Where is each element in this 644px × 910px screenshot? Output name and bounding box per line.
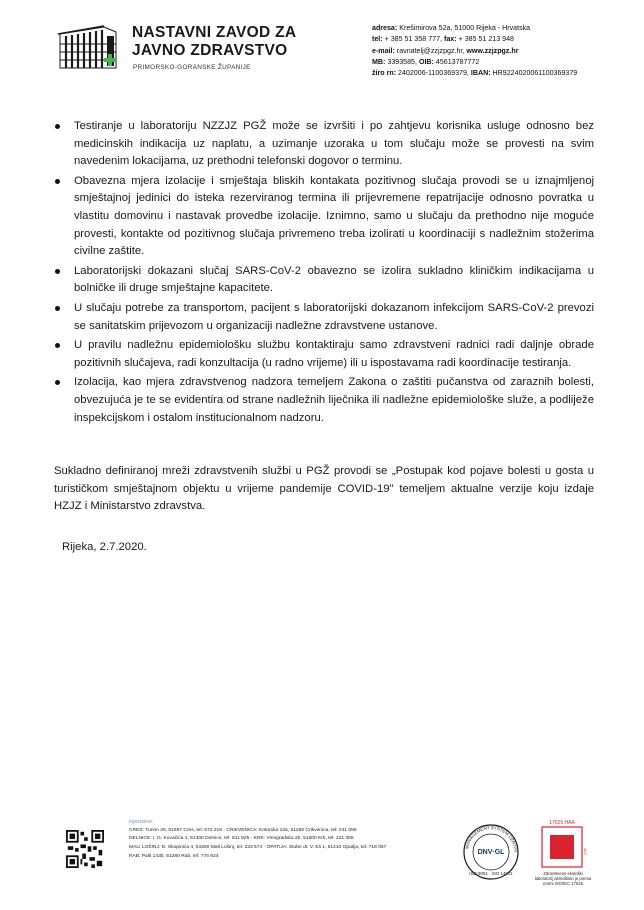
list-item: Obavezna mjera izolacije i smještaja bliskih kontakata pozitivnog slučaja provodi se u iznajmljenoj smještajnoj jedinici do isteka rezerviranog termina ili prijevremene repatrijacije odnosno povratka u vlastitu domovinu i nastavak provedbe izolacije. Iznimno, samo u slučaju da prethodno nije moguće provesti, kontakte od pozitivnog slučaja privremeno treba izolirati u koordinaciji s nadležnim stožerima civilne zaštite. (54, 173, 594, 261)
branch-line: MALI LOŠINJ: D. Skopinića 4, 51550 Mali Lošinj, tel: 233 574 · OPATIJA: Stube dr. V. Eli 1, 51410 Opatija, tel: 718 067 (129, 845, 387, 851)
svg-text:1127: 1127 (583, 848, 587, 856)
website-link[interactable]: www.zzjzpgz.hr (466, 46, 519, 55)
organization-name-line2: JAVNO ZDRAVSTVO (132, 42, 288, 59)
list-item: U pravilu nadležnu epidemiološku službu kontaktiraju samo zdravstveni radnici radi daljnje obrade pozitivnih slučajeva, radi konzultacija (u radno vrijeme) ili u ispostavama radi koordinacije testiranja. (54, 337, 594, 372)
procedure-paragraph: Sukladno definiranoj mreži zdravstvenih službi u PGŽ provodi se „Postupak kod pojave bolesti u gosta u turističkom smještajnom objektu u vrijeme pandemije COVID-19" temeljem aktualne verzije koju izdaje HZJZ i Ministarstvo zdravstva. (54, 465, 594, 513)
document-date: Rijeka, 2.7.2020. (62, 541, 147, 553)
phone-line: tel: + 385 51 358 777, fax: + 385 51 213 948 (372, 35, 515, 44)
contact-block (372, 23, 577, 79)
qr-code-icon (66, 830, 104, 868)
branch-offices-caption: ispostave: (129, 819, 154, 825)
email-link[interactable]: ravnatelj@zzjzpgz.hr, (394, 46, 467, 55)
branch-line: RAB: Palit 143b, 51280 Rab, tel: 776 924 (129, 853, 219, 859)
branch-line: DELNICE: I. G. Kovačića 1, 51300 Delnice, tel: 811 925 · KRK: Vinogradska 2b, 51500 Krk, tel: 221 355 (129, 836, 354, 842)
svg-text:MANAGEMENT SYSTEM CERTIFICATIO: MANAGEMENT SYSTEM CERTIFI (464, 824, 519, 853)
hah-caption: Zdravstveno ekološki laboratorij akreditiran je prema normi ISO/IEC 17025 (534, 871, 592, 887)
organization-name-line1: NASTAVNI ZAVOD ZA (132, 24, 297, 41)
registration-line: MB: 3393585, OIB: 45613787772 (372, 57, 480, 66)
branch-offices (129, 818, 386, 862)
measures-list (54, 118, 594, 429)
dnv-gl-certification-icon (459, 822, 523, 886)
building-logo-icon (56, 22, 122, 72)
svg-text:17025 HAA: 17025 HAA (549, 820, 575, 826)
email-line: e-mail: ravnatelj@zzjzpgz.hr, www.zzjzpgz.hr (372, 46, 519, 55)
svg-text:DNV·GL: DNV·GL (477, 849, 505, 856)
bank-line: žiro rn: 2402006-1100369379, IBAN: HR9224020061100369379 (372, 69, 578, 78)
letterhead (0, 0, 644, 90)
list-item: Testiranje u laboratoriju NZZJZ PGŽ može se izvršiti i po zahtjevu korisnika usluge odnosno bez medicinskih indikacija uz naplatu, a uzimanje uzoraka u tom slučaju može se provesti na svim navedenim lokacijama, uz prethodni telefonski dogovor o terminu. (54, 118, 594, 171)
organization-county: PRIMORSKO-GORANSKE ŽUPANIJE (133, 64, 251, 71)
address-line: adresa: Krešimirova 52a, 51000 Rijeka - Hrvatska (372, 24, 531, 32)
list-item: Izolacija, kao mjera zdravstvenog nadzora temeljem Zakona o zaštiti pučanstva od zaraznih bolesti, obvezujuća je te se evidentira od strane nadležnih liječnika ili nadležne epidemiološke služe, a podliježe inspekcijskom i ostalom institucionalnom nadzoru. (54, 374, 594, 427)
list-item: Laboratorijski dokazani slučaj SARS-CoV-2 obavezno se izolira sukladno kliničkim indikacijama u bolničke ili druge smještajne kapacitete. (54, 263, 594, 298)
branch-line: CRES: Turion 26, 51557 Cres, tel: 572 218 · CRIKVENICA: Kotorska 13a, 51260 Crikvenica, tel: 241 055 (129, 827, 357, 833)
dnv-caption: ISO 9001 · ISO 14001 (469, 871, 513, 876)
list-item: U slučaju potrebe za transportom, pacijent s laboratorijski dokazanom infekcijom SARS-CoV-2 prevozi se sanitatskim prijevozom u organizaciji nadležne zdravstvene ustanove. (54, 300, 594, 335)
